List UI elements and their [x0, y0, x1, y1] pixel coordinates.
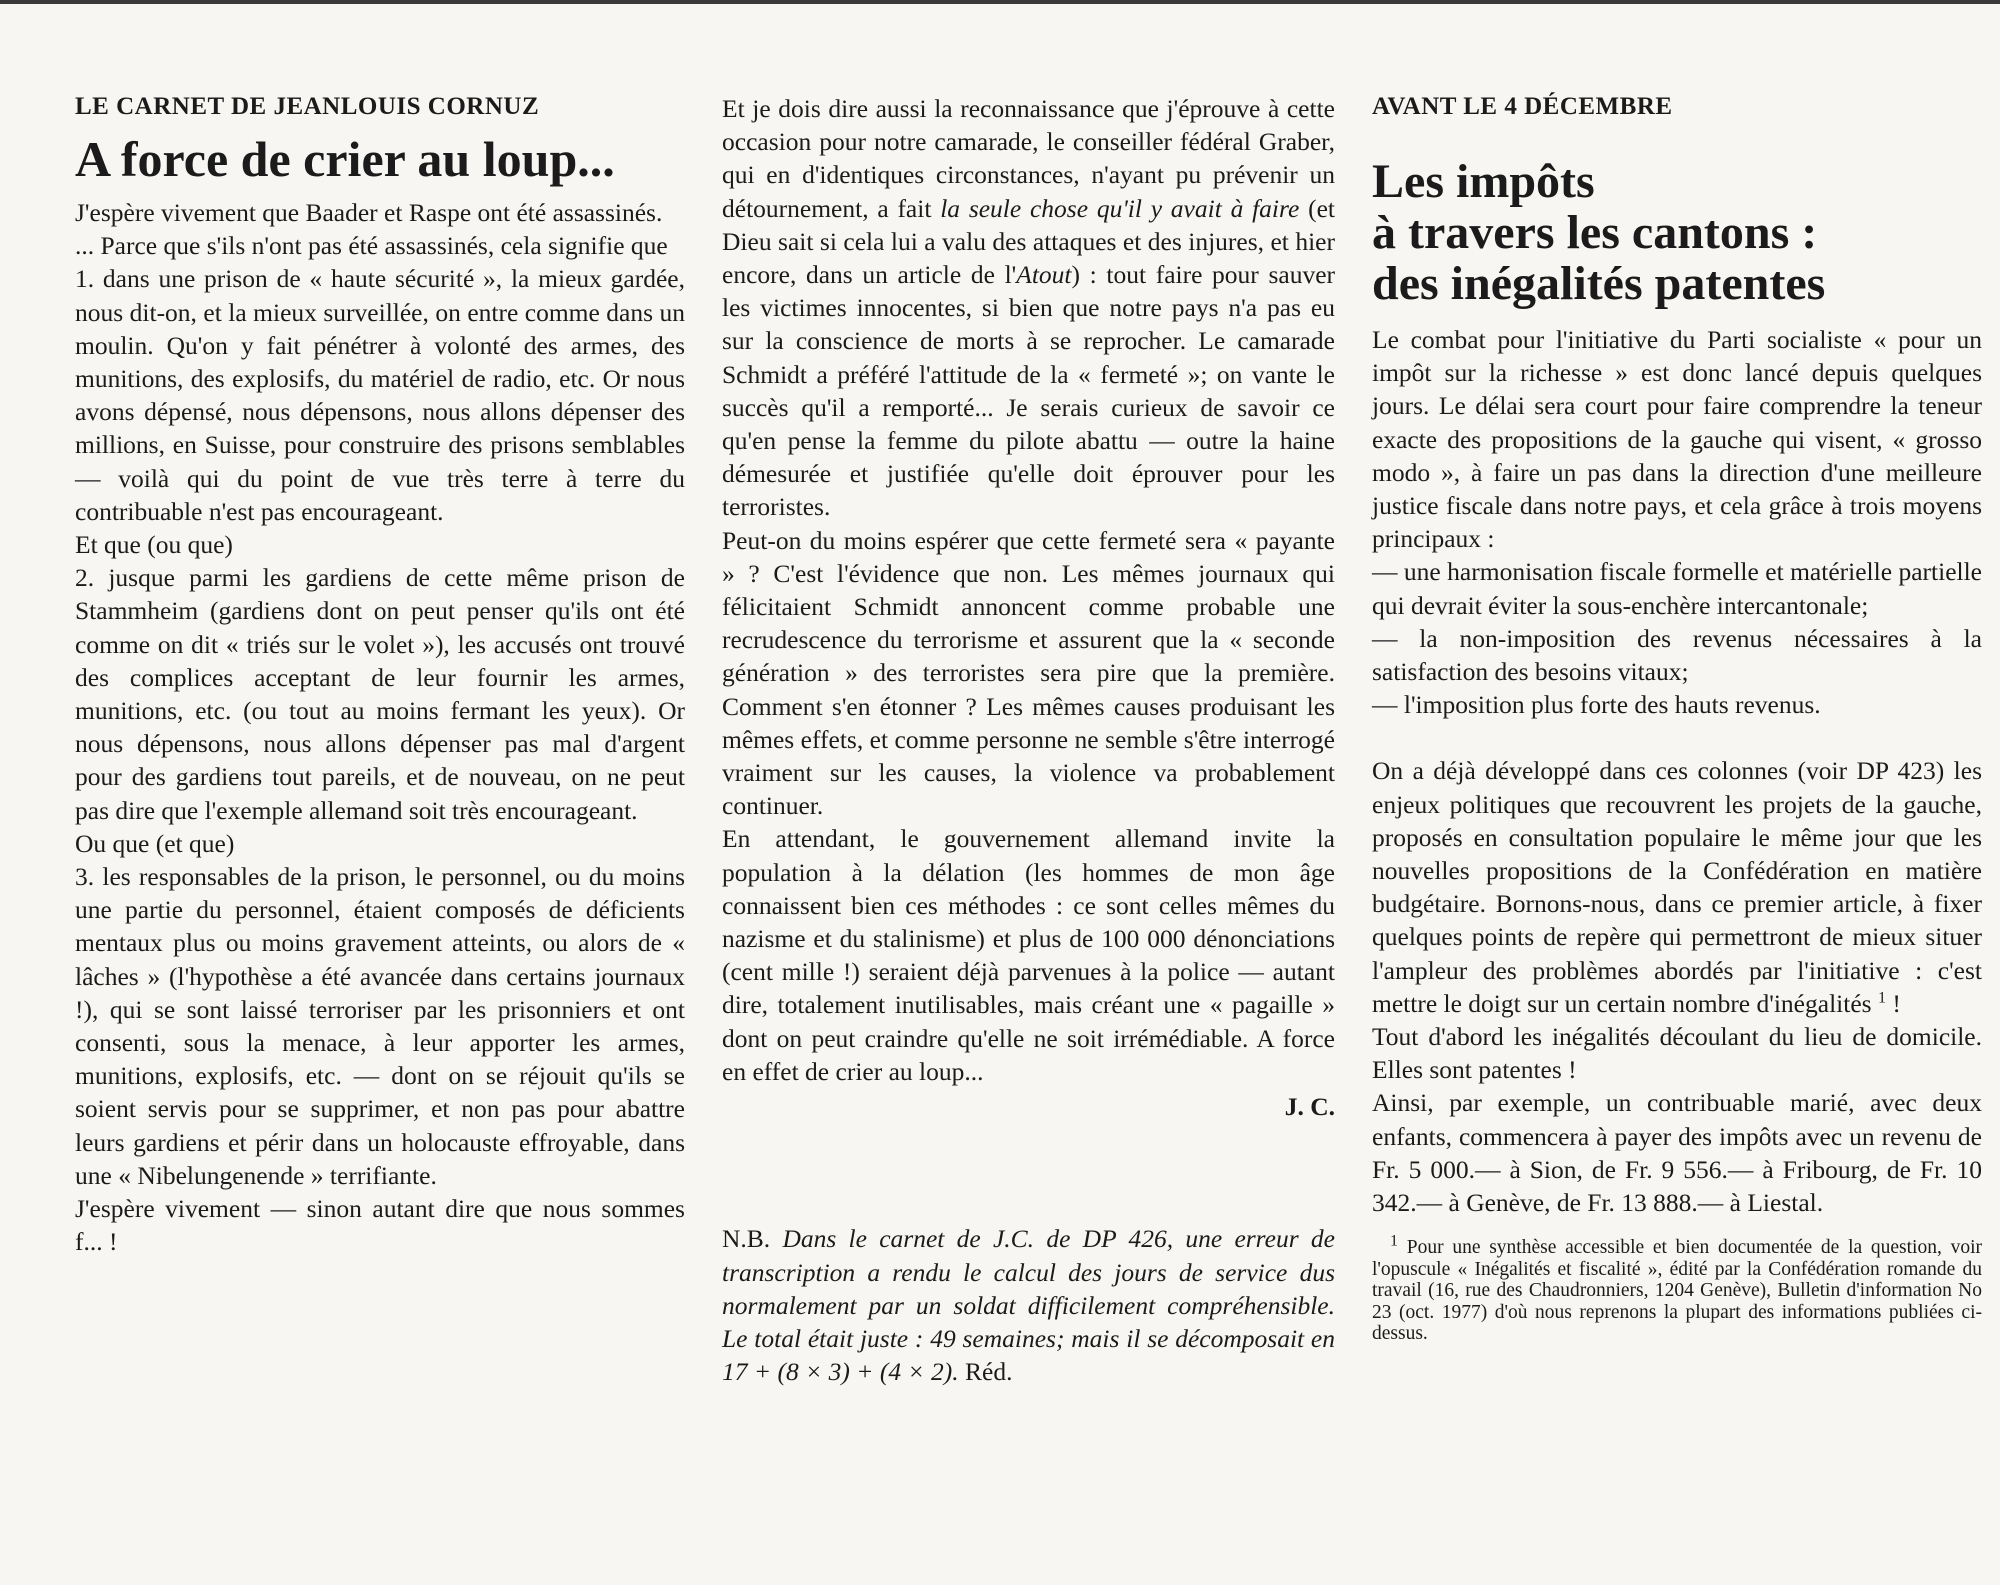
signature: J. C.	[1284, 1092, 1335, 1122]
nb-text: Dans le carnet de J.C. de DP 426, une erreur de transcription a rendu le calcul des jours de service dus normalement par un soldat difficilement compréhensible. Le total était juste : 49 semaines; mais il se décomposait en 17 + (8 × 3) + (4 × 2).	[722, 1224, 1335, 1387]
paragraph: ... Parce que s'ils n'ont pas été assassinés, cela signifie que	[75, 231, 668, 261]
nb-label: N.B.	[722, 1224, 783, 1254]
column-cornuz-continued	[722, 92, 1335, 1388]
paragraph	[722, 92, 1335, 524]
kicker-avant-decembre: AVANT LE 4 DÉCEMBRE	[1372, 93, 1673, 120]
paragraph: Ainsi, par exemple, un contribuable marié, avec deux enfants, commencera à payer des impôts avec un revenu de Fr. 5 000.— à Sion, de Fr. 9 556.— à Fribourg, de Fr. 10 342.— à Genève, de Fr. 13 888.— à Liestal.	[1372, 1088, 1982, 1218]
spacer	[722, 1123, 1335, 1189]
list-item: — l'imposition plus forte des hauts revenus.	[1372, 690, 1821, 720]
list-item: — une harmonisation fiscale formelle et matérielle partielle qui devrait éviter la sous-enchère intercantonale;	[1372, 557, 1982, 620]
paragraph: 2. jusque parmi les gardiens de cette même prison de Stammheim (gardiens dont on peut penser qu'ils ont été comme on dit « triés sur le volet »), les accusés ont trouvé des complices acceptant de leur fournir les armes, munitions, etc. (ou tout au moins fermant les yeux). Or nous dépensons, nous allons dépenser pas mal d'argent pour des gardiens tout pareils, et de nouveau, on ne peut pas dire que l'exemple allemand soit très encourageant.	[75, 563, 685, 825]
column-impots-article	[1372, 92, 1982, 1345]
headline-line: des inégalités patentes	[1372, 257, 1826, 310]
paragraph: Peut-on du moins espérer que cette fermeté sera « payante » ? C'est l'évidence que non. Les mêmes journaux qui félicitaient Schmidt annoncent comme probable une recrudescence du terrorisme et assurent que la « seconde génération » des terroristes sera pire que la première. Comment s'en étonner ? Les mêmes causes produisant les mêmes effets, et comme personne ne semble s'être interrogé vraiment sur les causes, la violence va probablement continuer.	[722, 525, 1335, 821]
paragraph: En attendant, le gouvernement allemand invite la population à la délation (les hommes de mon âge connaissent bien ces méthodes : ce sont celles mêmes du nazisme et du stalinisme) et plus de 100 000 dénonciations (cent mille !) seraient déjà parvenues à la police — autant dire, totalement inutilisables, mais créant une « pagaille » dont on peut craindre qu'elle ne soit irrémédiable. A force en effet de crier au loup...	[722, 824, 1335, 1086]
paragraph: 1. dans une prison de « haute sécurité », la mieux gardée, nous dit-on, et la mieux surveillée, on entre comme dans un moulin. Qu'on y fait pénétrer à volonté des armes, des munitions, des explosifs, du matériel de radio, etc. Or nous avons dépensé, nous dépensons, nous allons dépenser des millions, en Suisse, pour construire des prisons semblables — voilà qui du point de vue très terre à terre du contribuable n'est pas encourageant.	[75, 264, 685, 526]
footnote-mark: 1	[1390, 1232, 1398, 1250]
paragraph: Le combat pour l'initiative du Parti socialiste « pour un impôt sur la richesse » est donc lancé depuis quelques jours. Le délai sera court pour faire comprendre la teneur exacte des propositions de la gauche qui visent, « grosso modo », à faire un pas dans la direction d'une meilleure justice fiscale dans notre pays, et cela grâce à trois moyens principaux :	[1372, 325, 1982, 554]
headline-crier-au-loup: A force de crier au loup...	[75, 131, 615, 187]
headline-line: Les impôts	[1372, 155, 1595, 208]
nb-note	[722, 1222, 1335, 1388]
text-run: !	[1885, 988, 1901, 1018]
italic-run-atout: Atout	[1016, 260, 1072, 290]
paragraph	[1372, 754, 1982, 1020]
text-run: ) : tout faire pour sauver les victimes innocentes, si bien que notre pays n'a pas eu sur la conscience de morts à se reprocher. Le camarade Schmidt a préféré l'attitude de la « fermeté »; on vante le succès qu'il a remporté... Je serais curieux de savoir ce qu'en pense la femme du pilote abattu — outre la haine démesurée et justifiée qu'elle doit éprouver pour les terroristes.	[722, 260, 1336, 522]
list-item: — la non-imposition des revenus nécessaires à la satisfaction des besoins vitaux;	[1372, 623, 1982, 687]
italic-run: la seule chose qu'il y avait à faire	[940, 193, 1300, 223]
paragraph: J'espère vivement que Baader et Raspe ont été assassinés.	[75, 198, 663, 227]
top-rule	[0, 0, 2000, 4]
kicker-carnet: LE CARNET DE JEANLOUIS CORNUZ	[75, 93, 540, 120]
paragraph: J'espère vivement — sinon autant dire que nous sommes f... !	[75, 1194, 685, 1257]
paragraph: 3. les responsables de la prison, le personnel, ou du moins une partie du personnel, étaient composés de déficients mentaux plus ou moins gravement atteints, ou alors de « lâches » (l'hypothèse a été avancée dans certains journaux !), qui se sont laissé terroriser par les prisonniers et ont consenti, sous la menace, à leur apporter les armes, munitions, explosifs, etc. — dont on se réjouit qu'ils se soient servis pour se supprimer, et non pas pour abattre leurs gardiens et périr dans un holocauste effroyable, dans une « Nibelungenende » terrifiante.	[75, 862, 685, 1190]
text-run: (et Dieu sait si cela lui a valu des attaques et des injures, et hier encore, dans un article de l'	[722, 193, 1335, 290]
paragraph: Et que (ou que)	[75, 530, 233, 560]
headline-line: à travers les cantons :	[1372, 206, 1818, 259]
footnote-text: Pour une synthèse accessible et bien documentée de la question, voir l'opuscule « Inégalités et fiscalité », édité par la Confédération romande du travail (16, rue des Chaudronniers, 1204 Genève), Bulletin d'information No 23 (oct. 1977) d'où nous reprenons la plupart des informations publiées ci-dessus.	[1372, 1237, 1982, 1345]
nb-suffix: Réd.	[958, 1357, 1013, 1387]
paragraph: Ou que (et que)	[75, 828, 235, 858]
text-run: On a déjà développé dans ces colonnes (voir DP 423) les enjeux politiques que recouvrent les projets de la gauche, proposés en consultation populaire le même jour que les nouvelles propositions de la Confédération en matière budgétaire. Bornons-nous, dans ce premier article, à fixer quelques points de repère qui permettront de mieux situer l'ampleur des problèmes abordés par l'initiative : c'est mettre le doigt sur un certain nombre d'inégalités	[1372, 756, 1982, 1018]
paragraph: Tout d'abord les inégalités découlant du lieu de domicile. Elles sont patentes !	[1372, 1022, 1982, 1085]
text-run: Et je dois dire aussi la reconnaissance que j'éprouve à cette occasion pour notre camarade, le conseiller fédéral Graber, qui en d'identiques circonstances, n'ayant pu prévenir un détournement, a fait	[722, 94, 1335, 223]
footnote	[1372, 1232, 1982, 1345]
footnote-ref: 1	[1877, 989, 1886, 1007]
headline-impots	[1372, 156, 1982, 309]
spacer	[1372, 721, 1982, 754]
column-cornuz-article	[75, 92, 685, 1259]
spacer	[722, 1189, 1335, 1222]
